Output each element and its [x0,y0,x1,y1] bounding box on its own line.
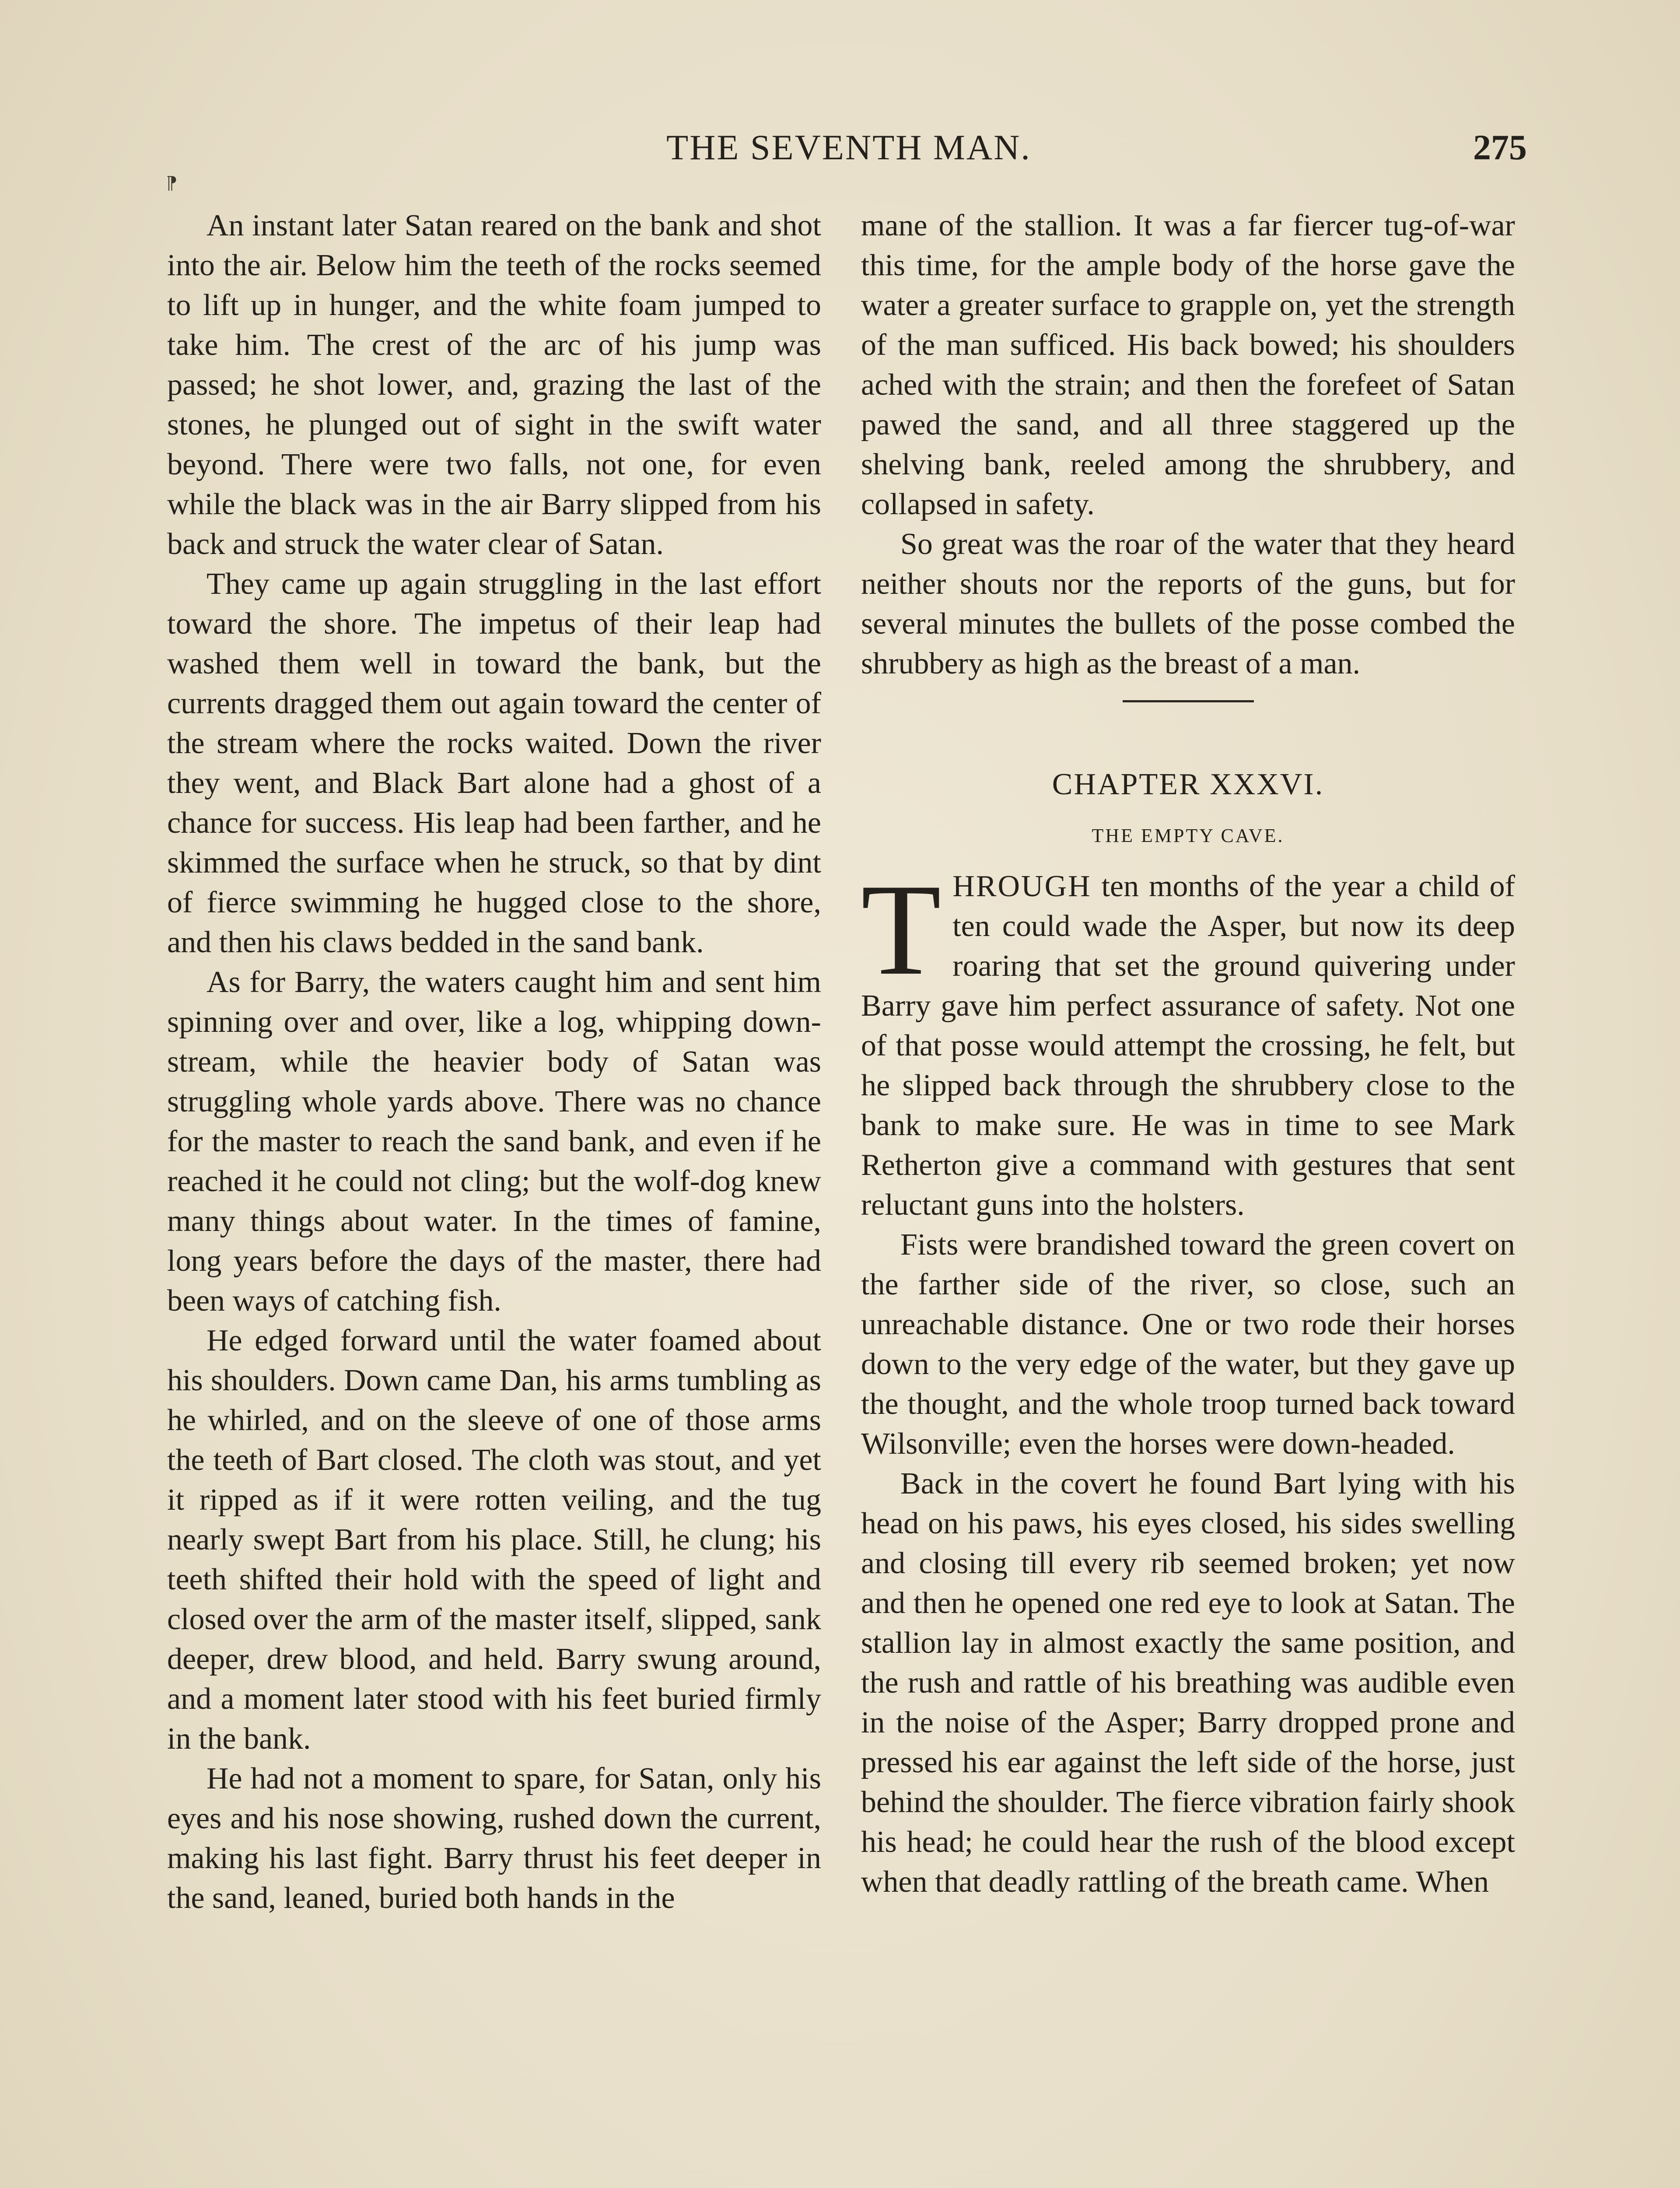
paragraph: He edged forward until the water foamed about his shoulders. Down came Dan, his arms tumbling as he whirled, and on the sleeve of one of those arms the teeth of Bart closed. The cloth was stout, and yet it ripped as if it were rotten veiling, and the tug nearly swept Bart from his place. Still, he clung; his teeth shifted their hold with the speed of light and closed over the arm of the master itself, slipped, sank deeper, drew blood, and held. Barry swung around, and a moment later stood with his feet buried firmly in the bank. [167,1324,821,1756]
right-column [861,206,1515,1902]
running-title: THE SEVENTH MAN. [666,127,1031,167]
paragraph: Back in the covert he found Bart lying with his head on his paws, his eyes closed, his sides swelling and closing till every rib seemed broken; yet now and then he opened one red eye to look at Satan. The stallion lay in almost exactly the same position, and the rush and rattle of his breathing was audible even in the noise of the Asper; Barry dropped prone and pressed his ear against the left side of the horse, just behind the shoulder. The fierce vibration fairly shook his head; he could hear the rush of the blood except when that deadly rattling of the breath came. When [861,1467,1515,1899]
first-paragraph-text: ten months of the year a child of ten could wade the Asper, but now its deep roaring that set the ground quivering under Barry gave him perfect assurance of safety. Not one of that posse would attempt the crossing, he felt, but he slipped back through the shrubbery close to the bank to make sure. He was in time to see Mark Retherton give a command with gestures that sent reluctant guns into the holsters. [861,870,1515,1222]
page-number: 275 [1473,127,1527,167]
paragraph: He had not a moment to spare, for Satan, only his eyes and his nose showing, rushed down the current, making his last fight. Barry thrust his feet deeper in the sand, leaned, buried both hands in the [167,1762,821,1915]
left-column [167,206,821,1918]
paragraph: An instant later Satan reared on the bank and shot into the air. Below him the teeth of the rocks seemed to lift up in hunger, and the white foam jumped to take him. The crest of the arc of his jump was passed; he shot lower, and, grazing the last of the stones, he plunged out of sight in the swift water beyond. There were two falls, not one, for even while the black was in the air Barry slipped from his back and struck the water clear of Satan. [167,209,821,561]
paragraph-continuation: mane of the stallion. It was a far fiercer tug-of-war this time, for the ample body of the horse gave the water a greater surface to grapple on, yet the strength of the man sufficed. His back bowed; his shoulders ached with the strain; and then the forefeet of Satan pawed the sand, and all three staggered up the shelving bank, reeled among the shrubbery, and collapsed in safety. [861,209,1515,521]
page-header [171,127,1527,179]
corner-mark: ⁋ [166,173,178,193]
chapter-title: THE EMPTY CAVE. [1092,825,1284,846]
section-rule [1123,700,1254,702]
drop-cap: T [861,857,942,1002]
chapter-first-paragraph [861,857,1515,1225]
paragraph: They came up again struggling in the last effort toward the shore. The impetus of their leap had washed them well in toward the bank, but the currents dragged them out again toward the center of the stream where the rocks waited. Down the river they went, and Black Bart alone had a ghost of a chance for success. His leap had been farther, and he skimmed the surface when he struck, so that by dint of fierce swimming he hugged close to the shore, and then his claws bedded in the sand bank. [167,567,821,959]
chapter-heading: CHAPTER XXXVI. [1052,768,1324,801]
paragraph: Fists were brandished toward the green covert on the farther side of the river, so close, such an unreachable distance. One or two rode their horses down to the very edge of the water, but they gave up the thought, and the whole troop turned back toward Wilsonville; even the horses were down-headed. [861,1228,1515,1461]
first-word: HROUGH [952,870,1092,903]
paragraph: As for Barry, the waters caught him and sent him spinning over and over, like a log, whipping down-stream, while the heavier body of Satan was struggling whole yards above. There was no chance for the master to reach the sand bank, and even if he reached it he could not cling; but the wolf-dog knew many things about water. In the times of famine, long years before the days of the master, there had been ways of catching fish. [167,965,821,1318]
paragraph: So great was the roar of the water that they heard neither shouts nor the reports of the guns, but for several minutes the bullets of the posse combed the shrubbery as high as the breast of a man. [861,527,1515,680]
